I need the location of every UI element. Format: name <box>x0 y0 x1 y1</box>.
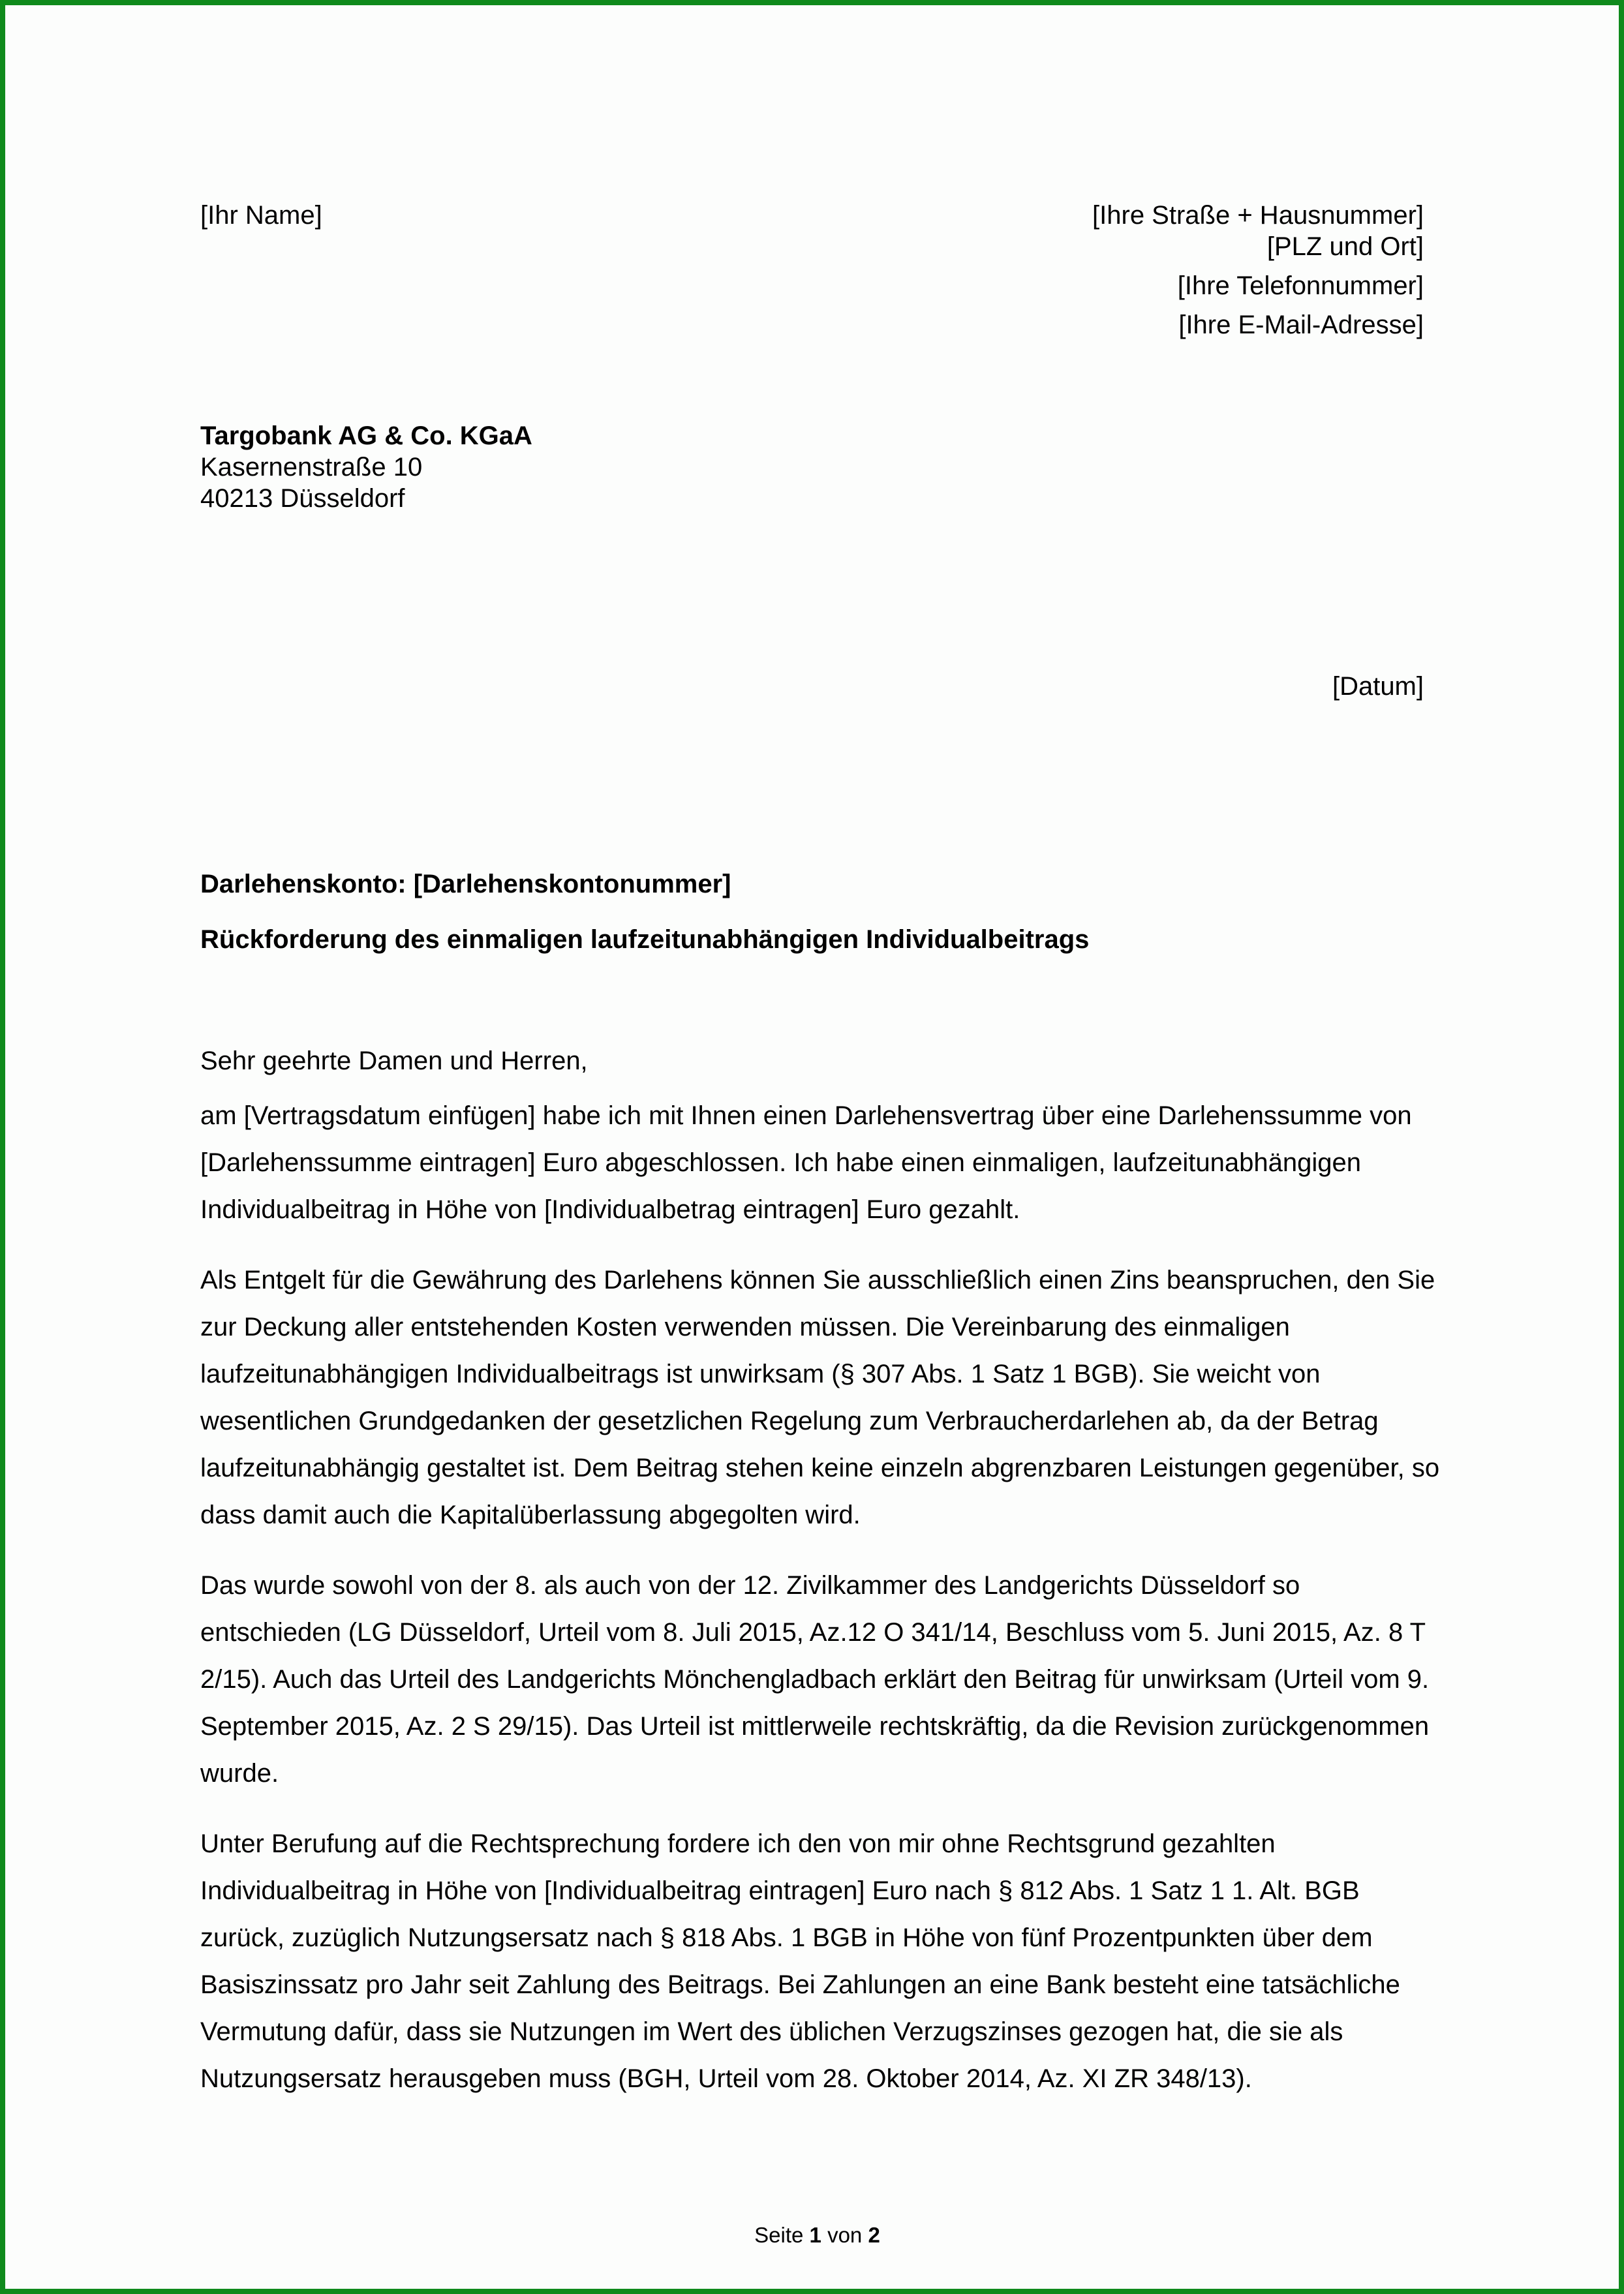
body-paragraph: Unter Berufung auf die Rechtsprechung fordere ich den von mir ohne Rechtsgrund gezahlten Individualbeitrag in Höhe von [Individualbeitrag eintragen] Euro nach § 812 Abs. 1 Satz 1 1. Alt. BGB zurück, zuzüglich Nutzungsersatz nach § 818 Abs. 1 BGB in Höhe von fünf Prozentpunkten über dem Basiszinssatz pro Jahr seit Zahlung des Beitrags. Bei Zahlungen an eine Bank besteht eine tatsächliche Vermutung dafür, dass sie Nutzungen im Wert des üblichen Verzugszinses gezogen hat, die sie als Nutzungsersatz herausgeben muss (BGH, Urteil vom 28. Oktober 2014, Az. XI ZR 348/13). <box>200 1829 1400 2093</box>
current-page-number: 1 <box>809 2223 821 2247</box>
subject-title: Rückforderung des einmaligen laufzeitunabhängigen Individualbeitrags <box>200 925 1090 954</box>
footer-separator: von <box>827 2223 863 2247</box>
recipient-address <box>200 420 532 514</box>
letter-date: [Datum] <box>1332 672 1424 701</box>
sender-street: [Ihre Straße + Hausnummer] <box>1092 201 1424 230</box>
sender-city: [PLZ und Ort] <box>1266 232 1424 261</box>
body-paragraph: Das wurde sowohl von der 8. als auch von der 12. Zivilkammer des Landgerichts Düsseldorf so entschieden (LG Düsseldorf, Urteil vom 8. Juli 2015, Az.12 O 341/14, Beschluss vom 5. Juni 2015, Az. 8 T 2/15). Auch das Urteil des Landgerichts Mönchengladbach erklärt den Beitrag für unwirksam (Urteil vom 9. September 2015, Az. 2 S 29/15). Das Urteil ist mittlerweile rechtskräftig, da die Revision zurückgenommen wurde. <box>200 1571 1430 1788</box>
sender-email: [Ihre E-Mail-Adresse] <box>1178 311 1424 339</box>
recipient-name: Targobank AG & Co. KGaA <box>200 421 532 450</box>
sender-phone: [Ihre Telefonnummer] <box>1177 271 1424 300</box>
subject-block <box>200 868 1089 955</box>
body-paragraph: am [Vertragsdatum einfügen] habe ich mit Ihnen einen Darlehensvertrag über eine Darlehenssumme von [Darlehenssumme eintragen] Euro abgeschlossen. Ich habe einen einmaligen, laufzeitunabhängigen Individualbeitrag in Höhe von [Individualbetrag eintragen] Euro gezahlt. <box>200 1101 1412 1224</box>
page-number-footer <box>5 2222 1624 2248</box>
sender-name: [Ihr Name] <box>200 201 322 230</box>
account-line: Darlehenskonto: [Darlehenskontonummer] <box>200 870 731 898</box>
recipient-street: Kasernenstraße 10 <box>200 453 423 482</box>
sender-address <box>1092 200 1424 341</box>
body-paragraph: Als Entgelt für die Gewährung des Darlehens können Sie ausschließlich einen Zins beanspruchen, den Sie zur Deckung aller entstehenden Kosten verwenden müssen. Die Vereinbarung des einmaligen laufzeitunabhängigen Individualbeitrags ist unwirksam (§ 307 Abs. 1 Satz 1 BGB). Sie weicht von wesentlichen Grundgedanken der gesetzlichen Regelung zum Verbraucherdarlehen ab, da der Betrag laufzeitunabhängig gestaltet ist. Dem Beitrag stehen keine einzeln abgrenzbaren Leistungen gegenüber, so dass damit auch die Kapitalüberlassung abgegolten wird. <box>200 1266 1440 1529</box>
letter-body <box>200 1037 1440 2126</box>
salutation: Sehr geehrte Damen und Herren, <box>200 1047 588 1075</box>
total-page-number: 2 <box>868 2223 880 2247</box>
recipient-city: 40213 Düsseldorf <box>200 484 405 513</box>
footer-prefix: Seite <box>754 2223 804 2247</box>
